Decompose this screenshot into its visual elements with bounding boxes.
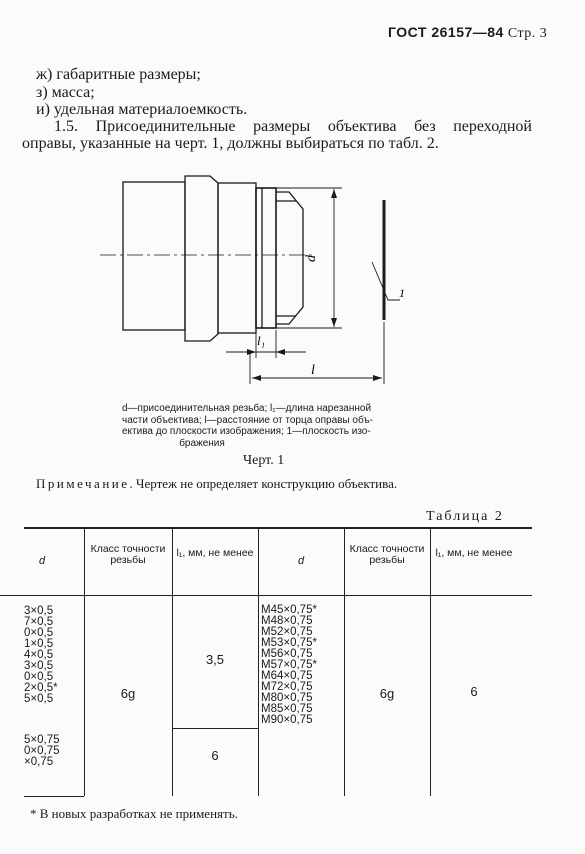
header-d-right: d	[297, 555, 305, 567]
paragraph-line: оправы, указанные на черт. 1, должны выбираться по табл. 2.	[22, 135, 439, 152]
right-class-value: 6g	[379, 686, 395, 701]
table-cell: M57×0,75*	[261, 659, 317, 671]
page-header	[388, 24, 547, 42]
label-d: d	[304, 255, 319, 262]
table-cell: M53×0,75*	[261, 637, 317, 649]
right-l1-value: 6	[470, 684, 478, 699]
table-cell: 7×0,5	[24, 616, 54, 628]
table-cell: ×0,75	[24, 756, 54, 768]
table-title: Таблица 2	[426, 509, 504, 524]
barrel-step	[218, 183, 256, 333]
table-cell: 3×0,5	[24, 605, 54, 617]
label-image-plane: 1	[399, 286, 405, 300]
header-class-left: Класс точности резьбы	[90, 543, 166, 566]
table-cell: 0×0,5	[24, 671, 54, 683]
table-cell: M72×0,75	[261, 681, 313, 693]
table-cell: 5×0,5	[24, 693, 54, 705]
barrel-body	[123, 182, 185, 330]
list-item: ж) габаритные размеры;	[36, 66, 201, 83]
table-cell: 0×0,75	[24, 745, 60, 757]
list-item: и) удельная материалоемкость.	[36, 101, 248, 118]
paragraph-line: 1.5. Присоединительные размеры объектива без переходной	[54, 118, 532, 135]
figure-caption: d—присоединительная резьба; l₁—длина нарезанной части объектива; l—расстояние от торца оправы объ- ектива до плоскости изображения; 1—плоскость изо- бражения	[122, 403, 373, 449]
table-cell: M80×0,75	[261, 692, 313, 704]
right-d-list	[261, 605, 317, 726]
figure-title: Черт. 1	[243, 453, 285, 468]
table-cell: M64×0,75	[261, 670, 313, 682]
table-cell: 3×0,5	[24, 660, 54, 672]
list-item: з) масса;	[36, 84, 95, 101]
left-d-group1	[24, 606, 58, 705]
table-cell: 2×0,5*	[24, 682, 58, 694]
drawing-note: Примечание. Чертеж не определяет конструкцию объектива.	[36, 476, 398, 491]
barrel-ring	[185, 176, 218, 341]
table-cell: M45×0,75*	[261, 604, 317, 616]
header-class-right: Класс точности резьбы	[349, 543, 425, 566]
page-number: Стр. 3	[507, 26, 548, 41]
header-l1-right: l₁, мм, не менее	[435, 547, 513, 559]
header-l1-left: l₁, мм, не менее	[176, 547, 254, 559]
standard-number: ГОСТ 26157—84	[388, 24, 504, 40]
table-cell: 4×0,5	[24, 649, 54, 661]
left-class-value: 6g	[120, 686, 136, 701]
front-cone	[276, 192, 303, 324]
table-cell: 0×0,5	[24, 627, 54, 639]
table-cell: 5×0,75	[24, 734, 60, 746]
table-cell: M85×0,75	[261, 703, 313, 715]
table-cell: M56×0,75	[261, 648, 313, 660]
table-cell: M48×0,75	[261, 615, 313, 627]
lens-drawing	[0, 160, 585, 400]
footnote: * В новых разработках не применять.	[30, 806, 238, 821]
label-l1: l₁	[257, 333, 266, 348]
table-cell: 1×0,5	[24, 638, 54, 650]
label-l: l	[311, 363, 315, 378]
header-d-left: d	[38, 555, 46, 567]
table-cell: M90×0,75	[261, 714, 313, 726]
thread-section	[256, 188, 276, 328]
table-cell: M52×0,75	[261, 626, 313, 638]
left-l1-value-1: 3,5	[205, 652, 225, 667]
left-l1-value-2: 6	[211, 748, 219, 763]
left-d-group2	[24, 735, 60, 768]
